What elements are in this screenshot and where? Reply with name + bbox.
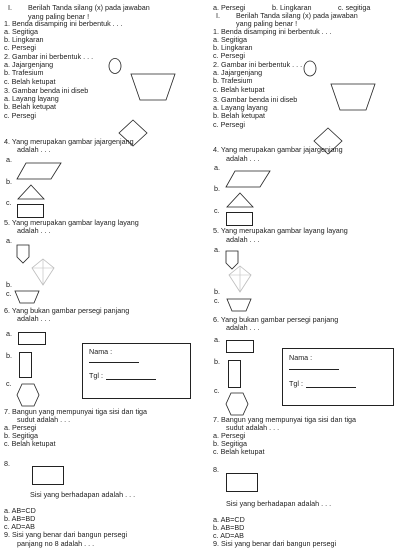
date-line[interactable] — [106, 379, 156, 380]
kite-shape — [228, 265, 252, 293]
rectangle-shape — [226, 212, 253, 226]
letter-a[interactable]: a. — [214, 335, 220, 344]
option-c[interactable]: c. AD=AB — [4, 522, 35, 531]
question-2: 2. Gambar ini berbentuk . . . — [213, 60, 303, 69]
question-6: 6. Yang bukan gambar persegi panjang — [4, 306, 130, 315]
question-5-cont: adalah . . . — [17, 226, 51, 235]
name-label: Nama : — [89, 347, 113, 356]
trapezoid-shape — [330, 83, 376, 111]
question-2: 2. Gambar ini berbentuk . . . — [4, 52, 94, 61]
option-c[interactable]: c. Belah ketupat — [213, 447, 265, 456]
option-b[interactable]: b. Belah ketupat — [4, 102, 56, 111]
question-9: 9. Sisi yang benar dari bangun persegi — [4, 530, 128, 539]
question-8-text: Sisi yang berhadapan adalah . . . — [30, 490, 136, 499]
question-9: 9. Sisi yang benar dari bangun persegi — [213, 539, 337, 548]
instruction-text-2: yang paling benar ! — [236, 19, 298, 28]
letter-a[interactable]: a. — [6, 155, 12, 164]
option-a[interactable]: a. Layang layang — [213, 103, 268, 112]
date-label: Tgl : — [89, 371, 103, 380]
option-a[interactable]: a. Persegi — [4, 423, 37, 432]
rectangle-shape — [32, 466, 64, 485]
option-c[interactable]: c. Belah ketupat — [213, 85, 265, 94]
option-a[interactable]: a. Segitiga — [213, 35, 247, 44]
option-c[interactable]: c. Persegi — [213, 51, 245, 60]
option-a[interactable]: a. Jajargenjang — [4, 60, 54, 69]
letter-b[interactable]: b. — [214, 357, 220, 366]
question-7: 7. Bangun yang mempunyai tiga sisi dan tiga — [4, 407, 148, 416]
option-a[interactable]: a. Persegi — [213, 431, 246, 440]
rectangle-shape — [18, 332, 46, 345]
date-label: Tgl : — [289, 379, 303, 388]
option-a[interactable]: a. Jajargenjang — [213, 68, 263, 77]
rectangle-shape — [226, 473, 258, 492]
option-b[interactable]: b. Segitiga — [213, 439, 247, 448]
question-6: 6. Yang bukan gambar persegi panjang — [213, 315, 339, 324]
letter-b[interactable]: b. — [6, 280, 12, 289]
option-c[interactable]: c. Persegi — [213, 120, 245, 129]
instruction-roman: I. — [8, 3, 12, 12]
question-3: 3. Gambar benda ini diseb — [4, 86, 89, 95]
option-c[interactable]: c. Persegi — [4, 111, 36, 120]
letter-b[interactable]: b. — [214, 287, 220, 296]
rectangle-shape — [17, 204, 44, 218]
letter-b[interactable]: b. — [6, 177, 12, 186]
question-3: 3. Gambar benda ini diseb — [213, 95, 298, 104]
letter-b[interactable]: b. — [6, 351, 12, 360]
question-4: 4. Yang merupakan gambar jajargenjang — [213, 145, 343, 154]
letter-c[interactable]: c. — [6, 379, 12, 388]
question-6-cont: adalah . . . — [226, 323, 260, 332]
letter-a[interactable]: a. — [214, 245, 220, 254]
option-a[interactable]: a. AB=CD — [213, 515, 245, 524]
kite-shape — [31, 258, 55, 286]
circle-shape — [303, 60, 317, 77]
letter-b[interactable]: b. — [214, 184, 220, 193]
question-4: 4. Yang merupakan gambar jajargenjang — [4, 137, 134, 146]
name-label: Nama : — [289, 353, 313, 362]
triangle-shape — [17, 184, 45, 200]
option-b[interactable]: b. Belah ketupat — [213, 111, 265, 120]
option-b[interactable]: b. Lingkaran — [4, 35, 44, 44]
option-b[interactable]: b. Trafesium — [4, 68, 44, 77]
letter-c[interactable]: c. — [6, 198, 12, 207]
instruction-text: Berilah Tanda silang (x) pada jawaban — [28, 3, 150, 12]
letter-a[interactable]: a. — [6, 236, 12, 245]
question-4-cont: adalah . . . — [17, 145, 51, 154]
circle-shape — [108, 58, 122, 74]
letter-c[interactable]: c. — [6, 289, 12, 298]
option-a[interactable]: a. Layang layang — [4, 94, 59, 103]
name-line[interactable] — [289, 369, 339, 370]
rectangle-shape — [19, 352, 32, 378]
letter-c[interactable]: c. — [214, 206, 220, 215]
letter-a[interactable]: a. — [6, 329, 12, 338]
question-7-cont: sudut adalah . . . — [226, 423, 280, 432]
letter-c[interactable]: c. — [214, 296, 220, 305]
option-b[interactable]: b. Trafesium — [213, 76, 253, 85]
question-8: 8. — [213, 465, 219, 474]
option-a[interactable]: a. Persegi — [213, 3, 246, 12]
letter-c[interactable]: c. — [214, 386, 220, 395]
date-line[interactable] — [306, 387, 356, 388]
hexagon-shape — [16, 383, 40, 407]
instruction-text: Berilah Tanda silang (x) pada jawaban — [236, 11, 358, 20]
option-b[interactable]: b. Segitiga — [4, 431, 38, 440]
hexagon-shape — [225, 392, 249, 416]
question-5-cont: adalah . . . — [226, 235, 260, 244]
question-6-cont: adalah . . . — [17, 314, 51, 323]
question-5: 5. Yang merupakan gambar layang layang — [4, 218, 139, 227]
name-line[interactable] — [89, 362, 139, 363]
option-c[interactable]: c. Persegi — [4, 43, 36, 52]
pentagon-shape — [16, 244, 30, 264]
trapezoid-shape — [226, 298, 252, 312]
instruction-roman: I. — [216, 11, 220, 20]
question-5: 5. Yang merupakan gambar layang layang — [213, 226, 348, 235]
option-c[interactable]: c. segitiga — [338, 3, 371, 12]
question-8: 8. — [4, 459, 10, 468]
parallelogram-shape — [16, 162, 62, 180]
question-7: 7. Bangun yang mempunyai tiga sisi dan tiga — [213, 415, 357, 424]
question-4-cont: adalah . . . — [226, 154, 260, 163]
instruction-text-2: yang paling benar ! — [28, 12, 90, 21]
trapezoid-shape — [130, 73, 176, 101]
triangle-shape — [226, 192, 254, 208]
option-b[interactable]: b. Lingkaran — [213, 43, 253, 52]
question-8-text: Sisi yang berhadapan adalah . . . — [226, 499, 332, 508]
option-b[interactable]: b. AB=BD — [4, 514, 36, 523]
letter-a[interactable]: a. — [214, 163, 220, 172]
trapezoid-shape — [14, 290, 40, 304]
rectangle-shape — [228, 360, 241, 388]
question-7-cont: sudut adalah . . . — [17, 415, 71, 424]
option-b[interactable]: b. AB=BD — [213, 523, 245, 532]
option-a[interactable]: a. Segitiga — [4, 27, 38, 36]
question-1: 1. Benda disamping ini berbentuk . . . — [4, 19, 123, 28]
option-c[interactable]: c. Belah ketupat — [4, 439, 56, 448]
parallelogram-shape — [225, 170, 271, 188]
option-c[interactable]: c. AD=AB — [213, 531, 244, 540]
option-a[interactable]: a. AB=CD — [4, 506, 36, 515]
question-1: 1. Benda disamping ini berbentuk . . . — [213, 27, 332, 36]
option-c[interactable]: c. Belah ketupat — [4, 77, 56, 86]
rectangle-shape — [226, 340, 254, 353]
question-9-cont: panjang no 8 adalah . . . — [17, 539, 95, 548]
option-b[interactable]: b. Lingkaran — [272, 3, 312, 12]
